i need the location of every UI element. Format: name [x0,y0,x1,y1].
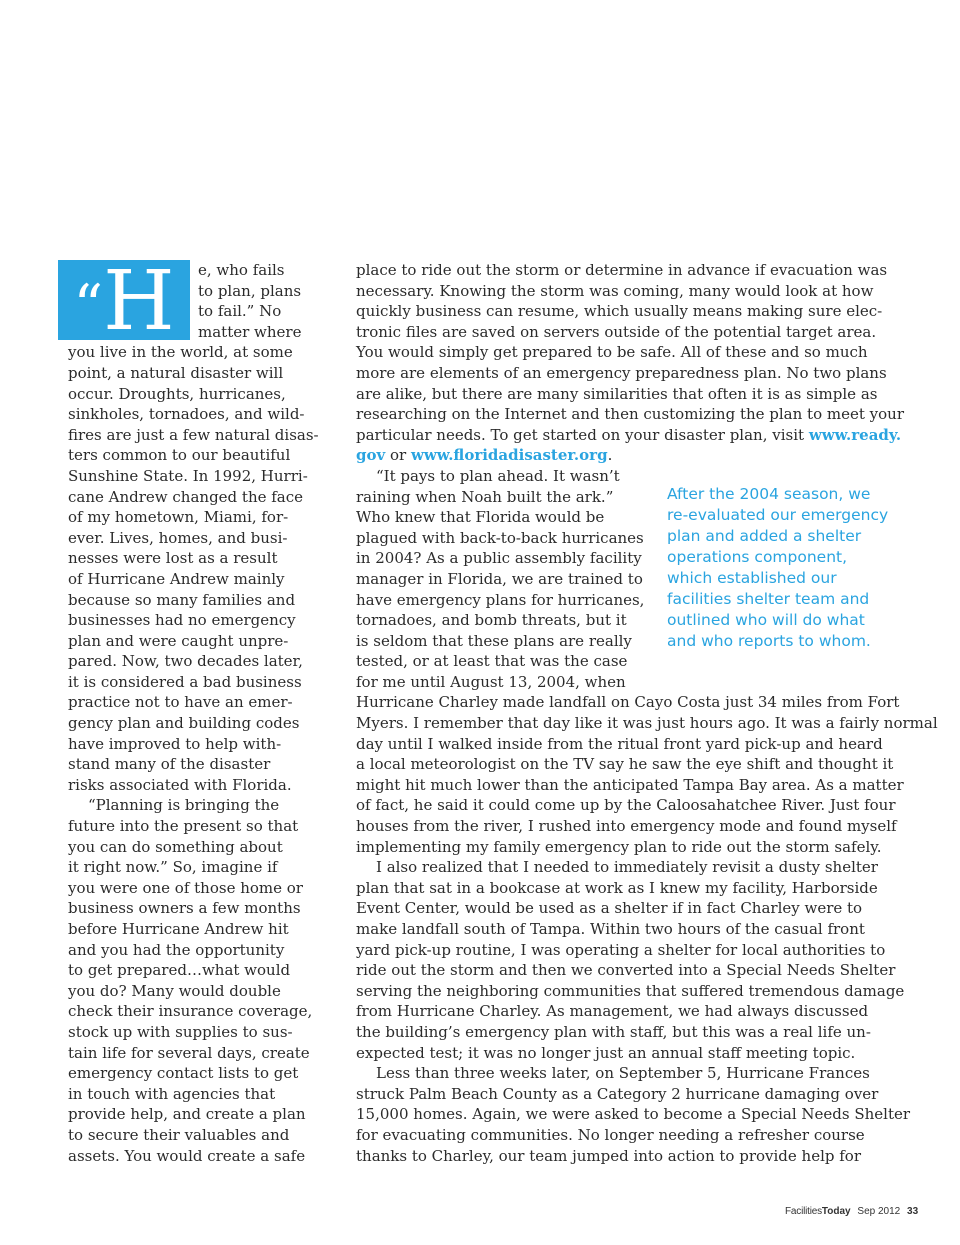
text-line: plan and added a shelter [667,527,862,545]
ready-gov-link-continued[interactable]: gov [356,446,386,465]
text-line: researching on the Internet and then customizing the plan to meet your [356,405,904,424]
text-line: e, who fails [198,261,285,279]
text-line: outlined who will do what [667,611,865,629]
text-line: the building’s emergency plan with staff, but this was a real life un- [356,1022,871,1041]
text-line: from Hurricane Charley. As management, we had always discussed [356,1002,869,1021]
right-column [356,260,938,1166]
text-line: for evacuating communities. No longer needing a refresher course [356,1125,865,1144]
text-line: stand many of the disaster [68,755,271,774]
text-line: I also realized that I needed to immediately revisit a dusty shelter [376,858,878,877]
text-line: stock up with supplies to sus- [68,1022,293,1041]
text-line: thanks to Charley, our team jumped into action to provide help for [356,1146,861,1165]
text-line: and who reports to whom. [667,632,871,650]
text-line: day until I walked inside from the ritual front yard pick-up and heard [356,734,883,753]
text-line: expected test; it was no longer just an annual staff meeting topic. [356,1043,856,1062]
text-line: raining when Noah built the ark.” [356,487,614,506]
text-line: plan and were caught unpre- [68,631,289,650]
drop-cap-letter: H [103,254,175,349]
page-footer [785,1206,918,1217]
text-line: After the 2004 season, we [667,485,871,503]
text-line: for me until August 13, 2004, when [356,672,626,691]
text-line: assets. You would create a safe [68,1146,306,1165]
text-line: Less than three weeks later, on September 5, Hurricane Frances [376,1064,870,1083]
text-line: 15,000 homes. Again, we were asked to become a Special Needs Shelter [356,1105,911,1124]
text-line: are alike, but there are many similarities that often it is as simple as [356,384,878,403]
text-line: cane Andrew changed the face [68,487,304,506]
text-line: serving the neighboring communities that suffered tremendous damage [356,981,905,1000]
text-line: more are elements of an emergency preparedness plan. No two plans [356,363,887,382]
text-line: you can do something about [68,837,283,856]
text-line: of fact, he said it could come up by the Caloosahatchee River. Just four [356,796,896,815]
text-line: gency plan and building codes [68,714,300,733]
text-line: emergency contact lists to get [68,1064,299,1083]
text-line: provide help, and create a plan [68,1105,306,1124]
text-line: and you had the opportunity [68,940,285,959]
text-line: You would simply get prepared to be safe. All of these and so much [356,343,868,362]
paragraph [356,466,645,693]
issue-date: Sep 2012 [857,1206,901,1217]
text-line: sinkholes, tornadoes, and wild- [68,405,305,424]
text-line: of my hometown, Miami, for- [68,508,289,527]
text-line: plagued with back-to-back hurricanes [356,528,644,547]
text-line: to get prepared…what would [68,961,291,980]
drop-cap-quote-mark: “ [73,272,104,340]
text-line: Who knew that Florida would be [356,508,605,527]
text-line: facilities shelter team and [667,590,870,608]
text-line: quickly business can resume, which usually means making sure elec- [356,302,883,321]
paragraph [68,260,319,795]
text-line: practice not to have an emer- [68,693,293,712]
text-line: to secure their valuables and [68,1125,290,1144]
magazine-name-part1: Facilities [785,1206,822,1217]
text-line: in touch with agencies that [68,1084,276,1103]
text-line: future into the present so that [68,817,299,836]
text-line: is seldom that these plans are really [356,631,632,650]
text-line: occur. Droughts, hurricanes, [68,384,286,403]
text-line: ever. Lives, homes, and busi- [68,528,288,547]
text-line: ters common to our beautiful [68,446,291,465]
text-line: businesses had no emergency [68,611,296,630]
text-line: place to ride out the storm or determine in advance if evacuation was [356,261,888,279]
text-line: “Planning is bringing the [88,796,280,815]
text-line: to plan, plans [198,281,302,300]
text-line: implementing my family emergency plan to ride out the storm safely. [356,837,882,856]
page-number: 33 [907,1206,919,1217]
text-line: Myers. I remember that day like it was just hours ago. It was a fairly normal [356,714,938,733]
text-line: fires are just a few natural disas- [68,425,319,444]
left-column [68,254,319,1166]
paragraph [356,260,904,425]
text-line: ride out the storm and then we converted into a Special Needs Shelter [356,961,896,980]
text-line: tested, or at least that was the case [356,652,628,671]
paragraph [356,425,902,466]
text-line: because so many families and [68,590,296,609]
text-line: Event Center, would be used as a shelter if in fact Charley were to [356,899,863,918]
text-line: particular needs. To get started on your disaster plan, visit www.ready. [356,425,902,444]
text-line: might hit much lower than the anticipated Tampa Bay area. As a matter [356,775,904,794]
text-line: have improved to help with- [68,734,282,753]
text-line: struck Palm Beach County as a Category 2 hurricane damaging over [356,1084,879,1103]
text-line: you were one of those home or [68,878,303,897]
text-line: which established our [667,569,837,587]
text-line: necessary. Knowing the storm was coming, many would look at how [356,281,874,300]
drop-cap [58,254,190,349]
text-line: have emergency plans for hurricanes, [356,590,645,609]
text-line: in 2004? As a public assembly facility [356,549,642,568]
text-line: point, a natural disaster will [68,363,284,382]
text-line: business owners a few months [68,899,301,918]
text-line: to fail.” No [198,302,282,321]
text-line: plan that sat in a bookcase at work as I knew my facility, Harborside [356,878,878,897]
pull-quote [667,484,907,652]
text-line: nesses were lost as a result [68,549,278,568]
text-line: matter where [198,322,302,341]
ready-gov-link[interactable]: www.ready. [808,425,902,444]
paragraph [68,795,313,1166]
text-line: tronic files are saved on servers outside of the potential target area. [356,322,877,341]
text-line: tain life for several days, create [68,1043,310,1062]
text-line: gov or www.floridadisaster.org. [356,446,613,465]
text-line: it right now.” So, imagine if [68,858,278,877]
text-line: a local meteorologist on the TV say he saw the eye shift and thought it [356,755,894,774]
text-line: before Hurricane Andrew hit [68,920,289,938]
paragraph [356,692,938,857]
floridadisaster-link[interactable]: www.floridadisaster.org [410,446,608,465]
text-line: you live in the world, at some [68,343,293,362]
text-line: “It pays to plan ahead. It wasn’t [376,466,620,485]
text-line: Sunshine State. In 1992, Hurri- [68,466,308,485]
text-line: check their insurance coverage, [68,1002,313,1021]
text-line: it is considered a bad business [68,672,302,691]
text-line: houses from the river, I rushed into emergency mode and found myself [356,817,897,836]
text-line: Hurricane Charley made landfall on Cayo Costa just 34 miles from Fort [356,693,900,712]
text-line: re-evaluated our emergency [667,506,889,524]
text-line: yard pick-up routine, I was operating a shelter for local authorities to [356,940,886,959]
text-line: make landfall south of Tampa. Within two hours of the casual front [356,920,865,938]
text-line: manager in Florida, we are trained to [356,569,643,588]
text-line: you do? Many would double [68,981,281,1000]
text-line: of Hurricane Andrew mainly [68,569,285,588]
text-line: operations component, [667,548,848,566]
paragraph [356,1063,911,1166]
text-line: risks associated with Florida. [68,775,292,794]
text-line: pared. Now, two decades later, [68,652,303,671]
magazine-name-part2: Today [821,1206,851,1217]
paragraph [356,857,905,1063]
text-line: tornadoes, and bomb threats, but it [356,611,627,630]
